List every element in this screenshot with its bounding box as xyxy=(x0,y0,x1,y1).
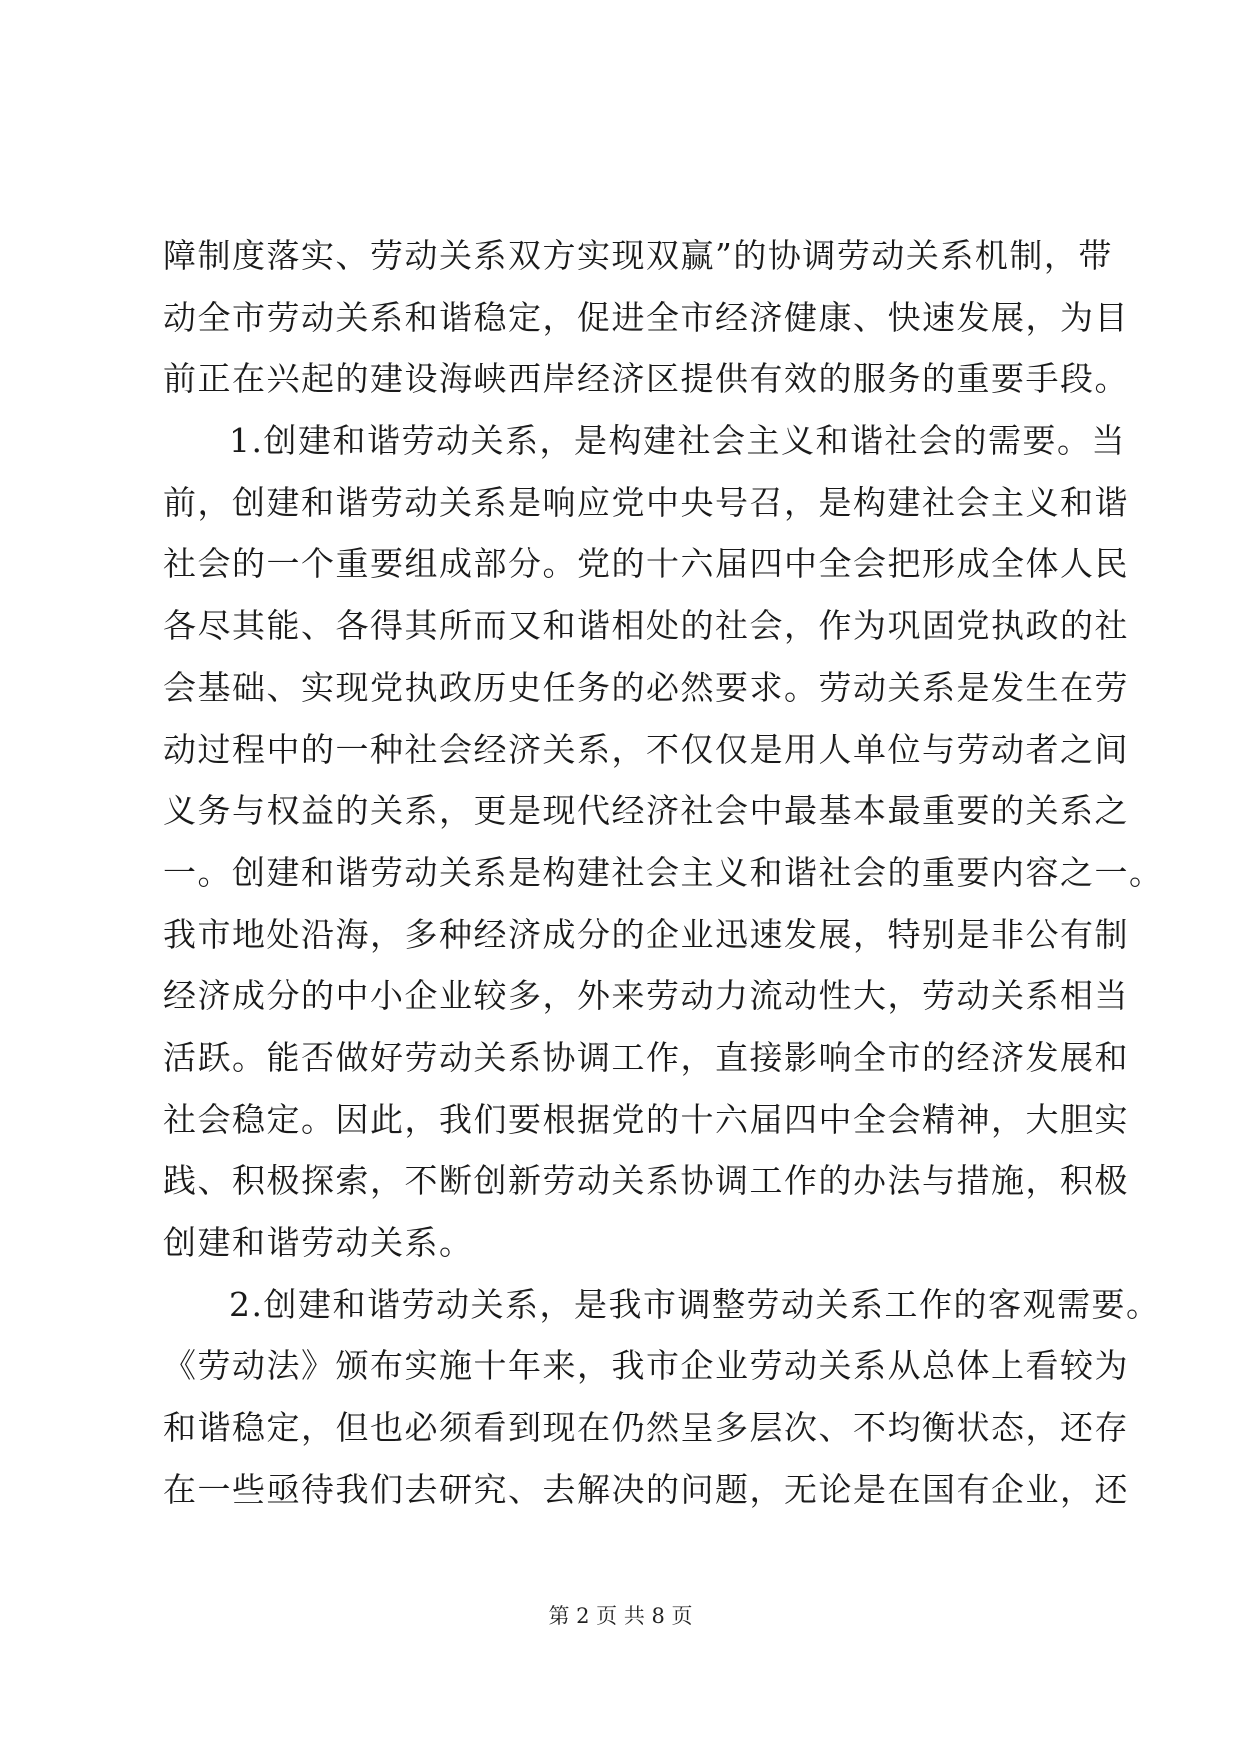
body-text xyxy=(163,225,1164,1520)
text-line: 在一些亟待我们去研究、去解决的问题，无论是在国有企业，还 xyxy=(163,1469,1129,1509)
text-line: 一。创建和谐劳动关系是构建社会主义和谐社会的重要内容之一。 xyxy=(163,852,1164,892)
text-line: 前，创建和谐劳动关系是响应党中央号召，是构建社会主义和谐 xyxy=(163,482,1129,522)
text-line: 社会的一个重要组成部分。党的十六届四中全会把形成全体人民 xyxy=(163,544,1129,584)
text-line: 各尽其能、各得其所而又和谐相处的社会，作为巩固党执政的社 xyxy=(163,606,1129,646)
text-line: 我市地处沿海，多种经济成分的企业迅速发展，特别是非公有制 xyxy=(163,914,1129,954)
text-line: 义务与权益的关系，更是现代经济社会中最基本最重要的关系之 xyxy=(163,791,1129,831)
text-line: 社会稳定。因此，我们要根据党的十六届四中全会精神，大胆实 xyxy=(163,1099,1129,1139)
text-line: 动全市劳动关系和谐稳定，促进全市经济健康、快速发展，为目 xyxy=(163,297,1129,337)
text-line: 动过程中的一种社会经济关系，不仅仅是用人单位与劳动者之间 xyxy=(163,729,1129,769)
paragraph-start-line: 1.创建和谐劳动关系，是构建社会主义和谐社会的需要。当 xyxy=(229,421,1126,461)
text-line: 障制度落实、劳动关系双方实现双赢”的协调劳动关系机制，带 xyxy=(163,236,1113,275)
text-line: 和谐稳定，但也必须看到现在仍然呈多层次、不均衡状态，还存 xyxy=(163,1408,1129,1448)
text-line: 前正在兴起的建设海峡西岸经济区提供有效的服务的重要手段。 xyxy=(163,359,1129,399)
text-line: 经济成分的中小企业较多，外来劳动力流动性大，劳动关系相当 xyxy=(163,976,1129,1016)
text-line: 《劳动法》颁布实施十年来，我市企业劳动关系从总体上看较为 xyxy=(163,1346,1129,1386)
paragraph-start-line: 2.创建和谐劳动关系，是我市调整劳动关系工作的客观需要。 xyxy=(229,1284,1161,1324)
text-line: 践、积极探索，不断创新劳动关系协调工作的办法与措施，积极 xyxy=(163,1161,1129,1201)
page-number-footer: 第 2 页 共 8 页 xyxy=(548,1604,693,1628)
text-line: 会基础、实现党执政历史任务的必然要求。劳动关系是发生在劳 xyxy=(163,667,1129,707)
paragraph-end-line: 创建和谐劳动关系。 xyxy=(163,1223,474,1262)
text-line: 活跃。能否做好劳动关系协调工作，直接影响全市的经济发展和 xyxy=(163,1037,1129,1077)
